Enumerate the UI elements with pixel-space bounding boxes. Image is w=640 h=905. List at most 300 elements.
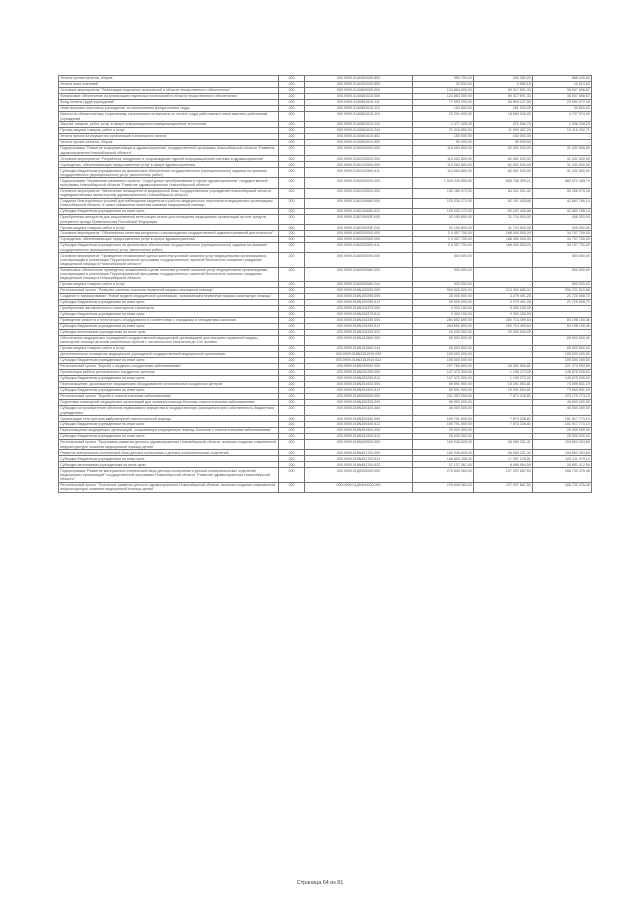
row-classification: 000.0909.0140351090.853	[305, 81, 413, 87]
row-description: Субсидии бюджетным учреждениям на иные цели	[59, 387, 279, 393]
row-remaining: 46 500 000,00	[533, 399, 592, 405]
row-classification: 000.0909.016N2151910.612	[305, 358, 413, 364]
row-executed: 90 000,00	[474, 140, 533, 146]
row-description: Субсидии бюджетным учреждениям на иные цели	[59, 422, 279, 428]
row-classification: 000.0909.016N300000.000	[305, 393, 413, 399]
row-description: Региональный проект "Борьба с онкологическими заболеваниями"	[59, 393, 279, 399]
row-approved: 284 652 800,00	[413, 317, 474, 323]
row-remaining: 34 757 700,00	[533, 243, 592, 253]
row-code: 200	[279, 352, 305, 358]
row-executed: 9 585,16	[474, 81, 533, 87]
row-classification: 000.0909.0160000000.000	[305, 178, 413, 188]
row-remaining: 105 000 000,00	[533, 358, 592, 364]
row-description: Субсидии автономным учреждениям на иные цели	[59, 329, 279, 335]
row-executed: -	[474, 358, 533, 364]
row-description: Субсидии бюджетным учреждениям на иные цели	[59, 323, 279, 329]
row-approved: 90 000,00	[413, 140, 474, 146]
row-classification: 000.0909.016N200290.000	[305, 370, 413, 376]
row-approved: 2 477 425,00	[413, 122, 474, 128]
row-code: 200	[279, 468, 305, 482]
row-remaining: 4 737 574,00	[533, 111, 592, 121]
row-remaining: -	[533, 134, 592, 140]
row-code: 200	[279, 462, 305, 468]
row-remaining: 688 349,80	[533, 76, 592, 82]
row-approved: 21 415 850,00	[413, 128, 474, 134]
row-classification: 000.0909.016N100290.612	[305, 299, 413, 305]
row-executed: -	[474, 282, 533, 288]
row-classification: 000.0909.0160100680.612	[305, 208, 413, 214]
row-classification: 000.0909.0160500000.000	[305, 253, 413, 267]
table-row	[59, 111, 592, 121]
row-executed: 200 714 499,54	[474, 317, 533, 323]
row-description: Субсидии бюджетным учреждениям на финансовое обеспечение государственного (муниципального) задания на оказание государственных (муниципальных) услуг (выполнение работ)	[59, 168, 279, 178]
row-remaining: 221 274 053,59	[533, 364, 592, 370]
row-approved: 37 137 367,00	[413, 462, 474, 468]
row-approved: 114 083 800,00	[413, 156, 474, 162]
row-description: Финансовое обеспечение на реализацию отдельных полномочий в области лекарственного обеспечения	[59, 93, 279, 99]
row-approved: 85 503 800,00	[413, 335, 474, 345]
row-code: 200	[279, 422, 305, 428]
table-row	[59, 482, 592, 492]
row-description: Закупка товаров, работ, услуг в сфере информационно-коммуникационных технологий	[59, 122, 279, 128]
row-remaining: -	[533, 305, 592, 311]
row-code: 200	[279, 178, 305, 188]
row-classification: 000.0909.0160200000.000	[305, 231, 413, 237]
row-description: Приведение ремонта и технического оборудования в соответствии с порядками и стандартами оказания	[59, 317, 279, 323]
row-classification: 000.0909.0160500680.244	[305, 282, 413, 288]
row-classification: 000.0909.016N251920.612	[305, 387, 413, 393]
row-remaining: 1 906 328,25	[533, 122, 592, 128]
row-executed: 200 714 499,54	[474, 323, 533, 329]
row-executed: -	[474, 267, 533, 281]
row-classification: 000.0909.0140651610.242	[305, 122, 413, 128]
row-classification: 000.0909.016N200000.000	[305, 364, 413, 370]
row-remaining: 151 917 773,19	[533, 416, 592, 422]
row-code: 200	[279, 358, 305, 364]
table-row	[59, 214, 592, 224]
row-executed: 26 083 231,31	[474, 450, 533, 456]
row-classification: 000.0909.0150102590.611	[305, 168, 413, 178]
row-classification: 000.0909.0160100680.000	[305, 198, 413, 208]
row-classification: 000.0909.016N251920.000	[305, 381, 413, 387]
row-remaining: 500 000,00	[533, 253, 592, 267]
row-executed: 107 097 687,50	[474, 482, 533, 492]
row-description: Учреждения, обеспечивающие предоставление услуг в сфере здравоохранения	[59, 162, 279, 168]
row-executed: -	[474, 253, 533, 267]
row-remaining: 296 232 819,68	[533, 288, 592, 294]
row-remaining: 223 179 773,19	[533, 393, 592, 399]
row-remaining: 46 500 000,00	[533, 405, 592, 415]
row-approved: 114 083 800,00	[413, 162, 474, 168]
row-remaining: 168 730 376,48	[533, 468, 592, 482]
row-remaining: 10 316 392,71	[533, 128, 592, 134]
row-executed: 82 167 405,86	[474, 208, 533, 214]
row-description: Организация сети центров амбулаторной онкологической помощи	[59, 416, 279, 422]
table-row	[59, 198, 592, 208]
row-remaining: 105 000 000,00	[533, 352, 592, 358]
row-executed: 7 873 226,81	[474, 393, 533, 399]
row-code: 200	[279, 482, 305, 492]
row-classification: 000.0909.0160100000.000	[305, 188, 413, 198]
row-classification: 000.0909.01Д0000000.000	[305, 468, 413, 482]
row-description: Подпрограмма "Управление развитием отрасли. Структурные преобразования в сфере здравоохранения" государственной программы Новосибирской области "Развитие здравоохранения Новосибирской области"	[59, 178, 279, 188]
row-remaining: 42 862 766,14	[533, 208, 592, 214]
row-description: Подпрограмма "Развитие материально-технической базы детских поликлиник и детских поликлинических отделений медицинских организаций" государственной программы Новосибирской области "Развитие здравоохранения Новосибирской области"	[59, 468, 279, 482]
row-executed: 245 350,20	[474, 76, 533, 82]
row-code: 200	[279, 146, 305, 156]
row-remaining: 85 503 800,00	[533, 346, 592, 352]
row-classification: 000.0909.01ДN400000.000	[305, 482, 413, 492]
row-classification: 000.0909.016N300440.612	[305, 422, 413, 428]
budget-table-body	[59, 76, 592, 493]
row-approved: 9 300 150,00	[413, 311, 474, 317]
table-row	[59, 267, 592, 281]
row-description: Региональный проект "Программа развития детского здравоохранения Новосибирской области, включая создание современной инфраструктуры оказания медицинской помощи детям"	[59, 440, 279, 450]
row-code: 200	[279, 81, 305, 87]
row-approved: 146 809 258,00	[413, 456, 474, 462]
row-remaining: 34 757 700,00	[533, 237, 592, 243]
row-approved: 275 608 063,00	[413, 468, 474, 482]
report-page	[58, 75, 591, 493]
row-executed: 54 893 127,85	[474, 99, 533, 105]
row-remaining: 168 730 376,48	[533, 482, 592, 492]
table-row	[59, 440, 592, 450]
row-classification: 000.0909.016N151960.000	[305, 335, 413, 345]
row-code: 200	[279, 323, 305, 329]
row-classification: 000.0909.0160500680.000	[305, 267, 413, 281]
row-code: 200	[279, 156, 305, 162]
row-remaining: 25 000 000,00	[533, 434, 592, 440]
row-approved: 2 0 057 700,00	[413, 231, 474, 237]
row-approved: 237 760 800,00	[413, 364, 474, 370]
row-executed: 188 300 000,00	[474, 237, 533, 243]
row-remaining: 458 300,00	[533, 214, 592, 224]
row-classification: 000.0909.0160202590.000	[305, 237, 413, 243]
row-remaining: 35 547 898,67	[533, 93, 592, 99]
row-remaining: 154 863 393,69	[533, 450, 592, 456]
row-code: 200	[279, 440, 305, 450]
row-description: Основное мероприятие "Проведение независимой оценки качества условий оказания услуг медицинскими организациями, участвующими в реализации Территориальной программы государственных гарантий бесплатного оказания гражданам медицинской помощи в Новосибирской области"	[59, 253, 279, 267]
row-code: 200	[279, 168, 305, 178]
row-executed: -	[474, 346, 533, 352]
row-remaining: 73 599 831,19	[533, 387, 592, 393]
row-executed: -	[474, 352, 533, 358]
row-approved: 105 000 000,00	[413, 358, 474, 364]
row-executed: 7 873 226,81	[474, 416, 533, 422]
row-code: 200	[279, 456, 305, 462]
row-executed: 150 000,00	[474, 134, 533, 140]
row-classification: 000.0909.016N451700.000	[305, 450, 413, 456]
row-remaining: 34 757 700,00	[533, 231, 592, 237]
row-executed: 82 651 000,00	[474, 162, 533, 168]
row-description: Субсидии бюджетным учреждениям на иные цели	[59, 358, 279, 364]
row-code: 200	[279, 93, 305, 99]
row-description: Уплата иных платежей	[59, 81, 279, 87]
row-code: 200	[279, 134, 305, 140]
row-executed: 20 000 000,00	[474, 329, 533, 335]
row-classification: 000.0909.016N100370.000	[305, 305, 413, 311]
row-remaining: -	[533, 329, 592, 335]
budget-table	[58, 75, 592, 493]
table-row	[59, 243, 592, 253]
row-approved: 46 500 000,00	[413, 405, 474, 415]
row-executed: 31 724 500,00	[474, 214, 533, 224]
row-approved: 150 000,00	[413, 134, 474, 140]
row-code: 200	[279, 294, 305, 300]
row-code: 200	[279, 346, 305, 352]
row-executed: 31 724 500,00	[474, 225, 533, 231]
row-classification: 000.0909.016N100330.612	[305, 323, 413, 329]
row-code: 200	[279, 128, 305, 134]
row-classification: 000.0909.0160202590.611	[305, 243, 413, 253]
row-approved: 46 500 000,00	[413, 399, 474, 405]
row-code: 200	[279, 434, 305, 440]
row-approved: 125 030 172,00	[413, 208, 474, 214]
row-remaining: 145 875 026,00	[533, 376, 592, 382]
row-classification: 000.0909.0140651610.000	[305, 93, 413, 99]
row-approved: 500 000,00	[413, 253, 474, 267]
row-approved: 114 083 800,00	[413, 168, 474, 178]
row-description: Региональный проект "Поэтапное развитие детского здравоохранения Новосибирской области, включая создание современной инфраструктуры оказания медицинской помощи детям"	[59, 482, 279, 492]
row-approved: 1 520 330 855,00	[413, 178, 474, 188]
table-row	[59, 178, 592, 188]
row-approved: 231 053 000,00	[413, 393, 474, 399]
row-description: Основное мероприятие "Обеспечение качества ресурсного сопровождения государственной административной деятельности"	[59, 231, 279, 237]
row-description: Региональный проект "Борьба с сердечно-сосудистыми заболеваниями"	[59, 364, 279, 370]
row-remaining: 84 198 150,46	[533, 323, 592, 329]
row-description: Субсидии на приобретение объектов недвижимого имущества в государственную (муниципальную) собственность бюджетным учреждениям	[59, 405, 279, 415]
row-description: Региональный проект "Развитие системы оказания первичной медико-санитарной помощи"	[59, 288, 279, 294]
row-approved: 77 993 200,00	[413, 99, 474, 105]
row-executed: 15 291 553,81	[474, 387, 533, 393]
row-classification: 000.0909.0140651610.112	[305, 105, 413, 111]
row-remaining: 151 917 773,19	[533, 422, 592, 428]
row-remaining: 154 863 393,69	[533, 440, 592, 450]
row-description: Прочая закупка товаров, работ и услуг	[59, 225, 279, 231]
row-executed: -	[474, 434, 533, 440]
row-code: 200	[279, 381, 305, 387]
row-description: Прочая закупка товаров, работ и услуг	[59, 346, 279, 352]
row-approved: 20 000 000,00	[413, 329, 474, 335]
row-description: Учреждения, обеспечивающие предоставление услуг в сфере здравоохранения	[59, 237, 279, 243]
row-executed: 26 083 231,31	[474, 440, 533, 450]
row-executed: -	[474, 335, 533, 345]
row-executed: 17 597 278,81	[474, 456, 533, 462]
row-approved: 89 691 900,00	[413, 387, 474, 393]
row-code: 200	[279, 335, 305, 345]
row-remaining: 35 547 898,67	[533, 87, 592, 93]
row-description: Прочая закупка товаров, работ и услуг	[59, 128, 279, 134]
row-executed: 82 167 405,86	[474, 198, 533, 208]
row-classification: 000.0909.0150102590.000	[305, 162, 413, 168]
row-code: 200	[279, 76, 305, 82]
row-code: 200	[279, 237, 305, 243]
row-code: 200	[279, 105, 305, 111]
row-approved: 147 070 300,00	[413, 370, 474, 376]
row-classification: 000.0909.016N100330.622	[305, 329, 413, 335]
row-remaining: 31 432 800,00	[533, 168, 592, 178]
row-executed: 188 300 000,00	[474, 243, 533, 253]
row-executed: 9 300 150,00	[474, 311, 533, 317]
row-description: Уплата прочих налогов, сборов	[59, 76, 279, 82]
row-code: 200	[279, 111, 305, 121]
row-classification: 000.0909.016N200290.612	[305, 376, 413, 382]
row-code: 200	[279, 162, 305, 168]
row-executed: 8 485 954,50	[474, 462, 533, 468]
row-code: 200	[279, 140, 305, 146]
row-classification: 000.0909.0140651610.244	[305, 128, 413, 134]
table-row	[59, 188, 592, 198]
row-classification: 000.0909.016015093F.244	[305, 225, 413, 231]
row-remaining: 31 432 800,00	[533, 156, 592, 162]
row-approved: 85 503 800,00	[413, 346, 474, 352]
row-approved: 25 000 000,00	[413, 434, 474, 440]
row-approved: 182 946 625,00	[413, 450, 474, 456]
row-code: 200	[279, 405, 305, 415]
row-remaining: 435 300,00	[533, 225, 592, 231]
row-description: Уплата налога на имущество организаций и земельного налога	[59, 134, 279, 140]
row-description: Организация работы региональных сосудистых центров	[59, 370, 279, 376]
row-executed: -	[474, 399, 533, 405]
row-executed: 1 195 273,00	[474, 376, 533, 382]
row-description: Приобретение автомобильного санитарного транспорта	[59, 305, 279, 311]
row-code: 200	[279, 299, 305, 305]
row-executed: 82 651 000,00	[474, 146, 533, 156]
row-code: 200	[279, 231, 305, 237]
row-code: 200	[279, 428, 305, 434]
row-description: Взносы по обязательному социальному страхованию на выплаты по оплате труда работников и иные выплаты работникам учреждений	[59, 111, 279, 121]
row-approved: 159 791 000,00	[413, 416, 474, 422]
row-remaining: 31 432 800,00	[533, 146, 592, 156]
row-code: 200	[279, 376, 305, 382]
row-code: 200	[279, 370, 305, 376]
row-remaining: 85 503 800,00	[533, 335, 592, 345]
row-executed: 89 317 591,33	[474, 93, 533, 99]
row-description: Основное мероприятие "Увеличение оснащенности медицинской базы государственных учреждений Новосибирской области, подведомственных министерству здравоохранения Новосибирской области"	[59, 188, 279, 198]
row-description: Субсидии бюджетным учреждениям на иные цели	[59, 434, 279, 440]
row-executed: 16 491 566,81	[474, 364, 533, 370]
row-executed: 636 758 399,21	[474, 178, 533, 188]
row-code: 200	[279, 253, 305, 267]
row-remaining: 129 211 979,19	[533, 456, 592, 462]
row-approved: 953 700,00	[413, 76, 474, 82]
row-description: Основное мероприятие "Разработка, внедрение и сопровождение единой информационной системы в здравоохранении"	[59, 156, 279, 162]
row-classification: 000.0909.016N100290.000	[305, 294, 413, 300]
row-code: 200	[279, 99, 305, 105]
row-classification: 000.0909.016N100000.000	[305, 288, 413, 294]
row-executed: 89 317 591,33	[474, 87, 533, 93]
row-classification: 000.0909.0150100000.000	[305, 156, 413, 162]
table-row	[59, 405, 592, 415]
row-executed: 11 099 457,29	[474, 128, 533, 134]
row-description: Прочая закупка товаров, работ и услуг	[59, 282, 279, 288]
row-approved: 180 946 625,00	[413, 440, 474, 450]
row-approved: 2 0 057 700,00	[413, 237, 474, 243]
row-approved: 23 391 600,00	[413, 111, 474, 121]
row-executed: 82 651 000,00	[474, 156, 533, 162]
row-remaining: 55 268 970,18	[533, 188, 592, 198]
row-remaining: 23 094 072,15	[533, 99, 592, 105]
row-executed: 82 651 000,00	[474, 168, 533, 178]
row-classification: 000.0909.016N400000.000	[305, 440, 413, 450]
row-classification: 000.0909.016N300320.000	[305, 399, 413, 405]
row-executed: 84 921 001,82	[474, 188, 533, 198]
row-approved: 124 863 000,00	[413, 87, 474, 93]
row-approved: 89 691 900,00	[413, 381, 474, 387]
row-classification: 000.0909.0150000000.000	[305, 146, 413, 156]
row-remaining: 21 720 508,72	[533, 299, 592, 305]
row-code: 200	[279, 188, 305, 198]
row-approved: 114 083 800,00	[413, 146, 474, 156]
table-row	[59, 468, 592, 482]
row-executed: 3 279 491,28	[474, 299, 533, 305]
row-executed: -	[474, 405, 533, 415]
row-description: Подпрограмма "Развитие информатизации в здравоохранении" государственной программы Новосибирской области "Развитие здравоохранения Новосибирской области"	[59, 146, 279, 156]
row-approved: 275 608 063,00	[413, 482, 474, 492]
row-approved: 25 000 000,00	[413, 299, 474, 305]
row-executed: 15 291 553,81	[474, 381, 533, 387]
row-code: 200	[279, 288, 305, 294]
row-code: 200	[279, 364, 305, 370]
row-approved: 159 791 000,00	[413, 422, 474, 428]
row-code: 200	[279, 311, 305, 317]
row-description: Субсидии бюджетным учреждениям на иные цели	[59, 456, 279, 462]
row-code: 200	[279, 198, 305, 208]
row-classification: 000.0909.016015093F.000	[305, 214, 413, 224]
row-executed: 213 393 680,32	[474, 288, 533, 294]
row-remaining: 28 651 412,50	[533, 462, 592, 468]
row-executed: 188 300 000,00	[474, 231, 533, 237]
row-classification: 000.0909.016N2151910.000	[305, 352, 413, 358]
row-code: 200	[279, 243, 305, 253]
row-description: Иные выплаты персоналу учреждений, за исключением фонда оплаты труда	[59, 105, 279, 111]
row-approved: 25 000 000,00	[413, 428, 474, 434]
row-code: 200	[279, 399, 305, 405]
row-classification: 000.0909.0140651610.111	[305, 99, 413, 105]
row-classification: 000.0909.0140600000.000	[305, 87, 413, 93]
page-number: Страница 64 из 81	[296, 880, 344, 886]
row-code: 200	[279, 393, 305, 399]
row-classification: 000.0909.016N100370.612	[305, 311, 413, 317]
row-description: Создание благоприятных условий для наблюдения пациентов и работы медицинского персонала в медицинских организациях Новосибирской области, а также повышения качества оказания медицинской помощи	[59, 198, 279, 208]
row-approved: 20 500,00	[413, 81, 474, 87]
row-code: 200	[279, 329, 305, 335]
row-executed: 3 279 491,28	[474, 294, 533, 300]
row-classification: 000.0909.016N100330.000	[305, 317, 413, 323]
row-code: 200	[279, 267, 305, 281]
row-approved: 92 159 800,00	[413, 214, 474, 224]
row-description: Дополнительное оснащение медицинских учреждений государственной медицинской организации	[59, 352, 279, 358]
row-remaining: 21 720 508,72	[533, 294, 592, 300]
row-classification: 000.0909.016N351900.612	[305, 434, 413, 440]
row-remaining: 84 198 150,46	[533, 317, 592, 323]
row-approved: 105 000 000,00	[413, 352, 474, 358]
row-remaining: 883 572 455,79	[533, 178, 592, 188]
row-code: 200	[279, 87, 305, 93]
row-description: Создание и тиражирование "Новой модели медицинской организации, оказывающей первичную медико-санитарную помощь"	[59, 294, 279, 300]
row-executed: 107 097 687,50	[474, 468, 533, 482]
row-executed: 7 873 226,81	[474, 422, 533, 428]
row-approved: 509 626 500,00	[413, 288, 474, 294]
row-approved: 147 070 300,00	[413, 376, 474, 382]
row-description: Приобретение аппаратов для искусственной вентиляции легких для оснащения медицинских организаций за счет средств резервного фонда Правительства Российской Федерации	[59, 214, 279, 224]
row-approved: 2 0 057 700,00	[413, 243, 474, 253]
row-code: 200	[279, 225, 305, 231]
row-description: Субсидии бюджетным учреждениям на иные цели	[59, 311, 279, 317]
row-classification: 000.0909.016N451700.612	[305, 456, 413, 462]
row-classification: 000.0909.016N451700.622	[305, 462, 413, 468]
row-approved: 284 652 800,00	[413, 323, 474, 329]
